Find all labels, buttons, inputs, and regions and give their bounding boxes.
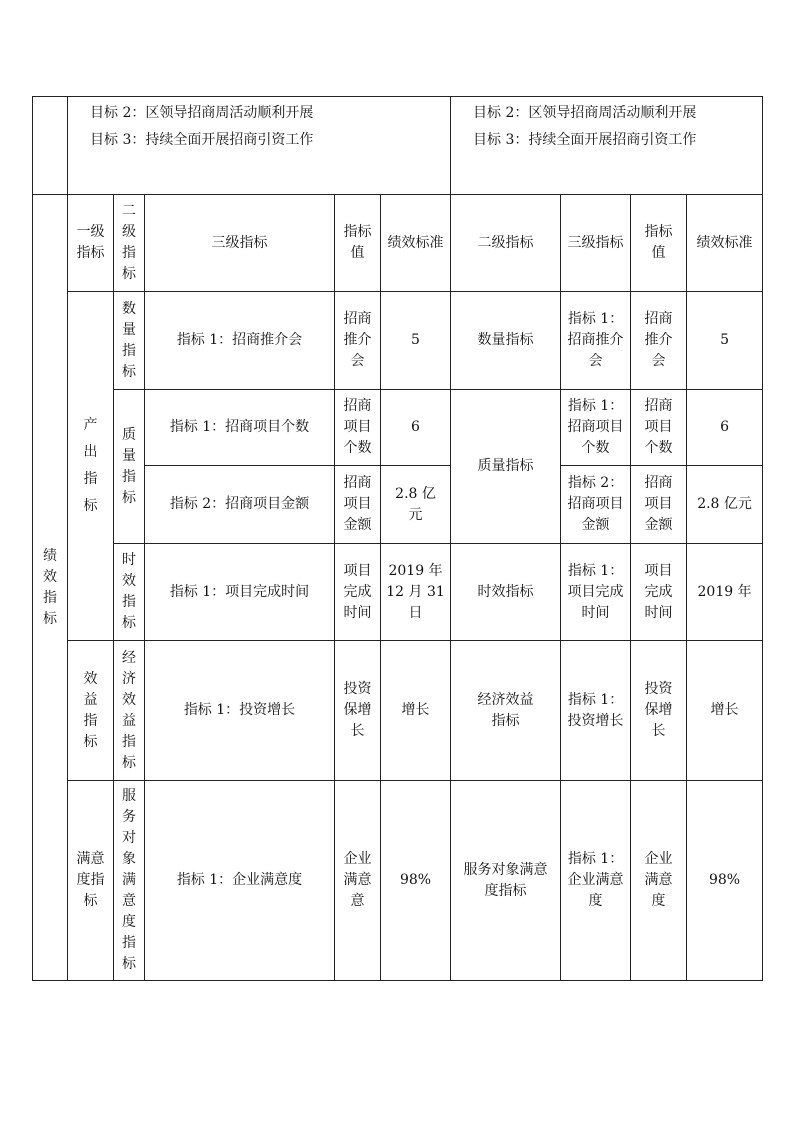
table-row	[33, 781, 763, 981]
section-label: 绩效指标	[43, 547, 57, 627]
header-standard: 绩效标准	[381, 195, 451, 292]
row-value: 招商推介会	[335, 292, 381, 390]
group-benefit-cell	[68, 641, 114, 781]
row-r-value: 项目完成时间	[631, 544, 687, 641]
row-standard: 增长	[381, 641, 451, 781]
row-r-level3: 指标 2：招商项目金额	[561, 466, 631, 544]
group-satisfaction: 满意度指标	[76, 851, 105, 909]
row-value: 招商项目个数	[335, 390, 381, 466]
group-satisfaction-cell	[68, 781, 114, 981]
row-r-standard: 增长	[687, 641, 763, 781]
header-level3: 三级指标	[145, 195, 335, 292]
row-r-level3: 指标 1：投资增长	[561, 641, 631, 781]
group-output: 产出指标	[83, 417, 98, 514]
row-r-level3: 指标 1：招商项目个数	[561, 390, 631, 466]
row-r-level3: 指标 1：企业满意度	[561, 781, 631, 981]
row-r-standard: 2019 年	[687, 544, 763, 641]
header-row	[33, 195, 763, 292]
header-r-standard: 绩效标准	[687, 195, 763, 292]
row-level2: 服务对象满意度指标	[114, 781, 145, 981]
row-r-value: 企业满意度	[631, 781, 687, 981]
table-row	[33, 292, 763, 390]
goals-right-cell	[451, 97, 763, 195]
row-level3: 指标 1：招商推介会	[145, 292, 335, 390]
goal-left-3: 目标 3：持续全面开展招商引资工作	[90, 132, 314, 148]
row-level2: 质量指标	[114, 390, 145, 544]
row-r-level2: 服务对象满意度指标	[451, 781, 561, 981]
header-r-level3: 三级指标	[561, 195, 631, 292]
table-row	[33, 544, 763, 641]
group-output-cell	[68, 292, 114, 641]
row-level3: 指标 2：招商项目金额	[145, 466, 335, 544]
section-label-cell	[33, 195, 68, 981]
row-value: 投资保增长	[335, 641, 381, 781]
goal-right-3: 目标 3：持续全面开展招商引资工作	[473, 132, 697, 148]
row-r-standard: 98%	[687, 781, 763, 981]
goals-label-cell	[33, 97, 68, 195]
row-level2: 时效指标	[114, 544, 145, 641]
row-r-level2: 经济效益指标	[451, 641, 561, 781]
row-r-level2: 质量指标	[451, 390, 561, 544]
row-r-level2: 数量指标	[451, 292, 561, 390]
row-level3: 指标 1：投资增长	[145, 641, 335, 781]
row-value: 项目完成时间	[335, 544, 381, 641]
row-r-value: 招商推介会	[631, 292, 687, 390]
row-standard: 98%	[381, 781, 451, 981]
row-r-level3: 指标 1：项目完成时间	[561, 544, 631, 641]
table-row	[33, 641, 763, 781]
table-row	[33, 390, 763, 466]
row-r-level2: 时效指标	[451, 544, 561, 641]
row-r-standard: 2.8 亿元	[687, 466, 763, 544]
row-standard: 5	[381, 292, 451, 390]
header-r-level2: 二级指标	[451, 195, 561, 292]
goals-row	[33, 97, 763, 195]
row-r-standard: 5	[687, 292, 763, 390]
header-r-value: 指标值	[631, 195, 687, 292]
row-r-level3: 指标 1：招商推介会	[561, 292, 631, 390]
header-value: 指标值	[335, 195, 381, 292]
row-standard: 2019 年 12 月 31 日	[381, 544, 451, 641]
row-level3: 指标 1：企业满意度	[145, 781, 335, 981]
row-r-value: 招商项目个数	[631, 390, 687, 466]
row-level2: 数量指标	[114, 292, 145, 390]
row-level3: 指标 1：招商项目个数	[145, 390, 335, 466]
goal-left-2: 目标 2：区领导招商周活动顺利开展	[90, 105, 314, 121]
row-r-value: 招商项目金额	[631, 466, 687, 544]
goal-right-2: 目标 2：区领导招商周活动顺利开展	[473, 105, 697, 121]
row-standard: 2.8 亿元	[381, 466, 451, 544]
row-value: 企业满意意	[335, 781, 381, 981]
row-level3: 指标 1：项目完成时间	[145, 544, 335, 641]
row-value: 招商项目金额	[335, 466, 381, 544]
header-level1: 一级指标	[68, 195, 114, 292]
group-benefit: 效益指标	[83, 670, 98, 750]
row-r-standard: 6	[687, 390, 763, 466]
row-r-value: 投资保增长	[631, 641, 687, 781]
row-standard: 6	[381, 390, 451, 466]
performance-indicator-table	[32, 96, 763, 981]
row-level2: 经济效益指标	[114, 641, 145, 781]
header-level2: 二级指标	[114, 195, 145, 292]
goals-left-cell	[68, 97, 451, 195]
